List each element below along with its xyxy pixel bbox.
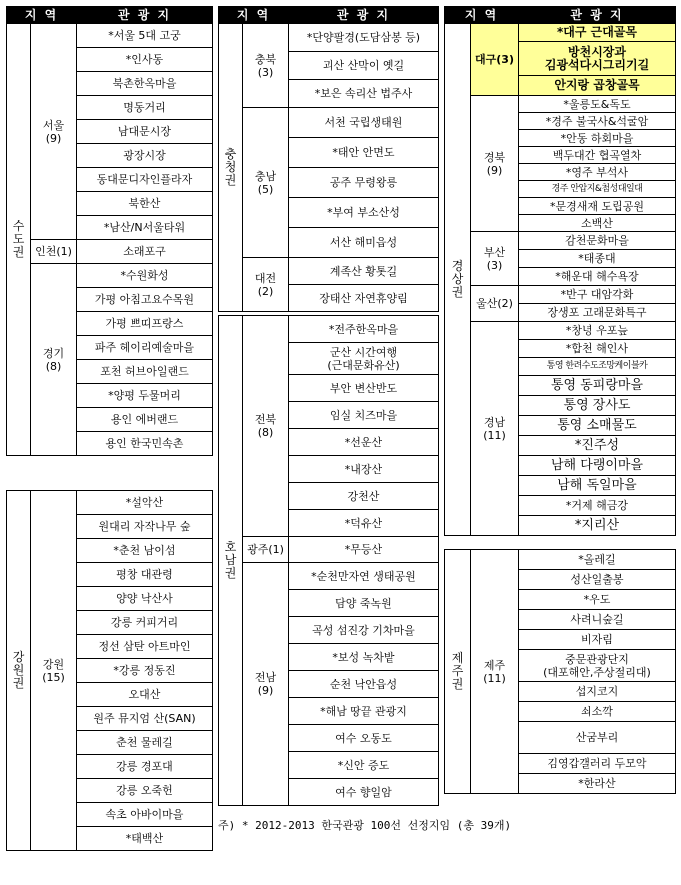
site: *거제 해금강 <box>519 496 676 516</box>
site: 통영 한려수도조망케이블카 <box>519 358 676 376</box>
subregion-gyeonggi: 경기 (8) <box>31 264 77 456</box>
site: 서천 국립생태원 <box>289 108 439 138</box>
subregion-gyeongnam: 경남 (11) <box>471 322 519 536</box>
subregion-gangwon: 강원 (15) <box>31 491 77 851</box>
site: *합천 해인사 <box>519 340 676 358</box>
site: 강릉 경포대 <box>77 755 213 779</box>
header-region: 지 역 <box>219 7 289 24</box>
site: *태종대 <box>519 250 676 268</box>
subregion-seoul: 서울 (9) <box>31 24 77 240</box>
site: *영주 부석사 <box>519 164 676 181</box>
site: 남해 다랭이마을 <box>519 456 676 476</box>
table-honam <box>218 315 439 806</box>
site: 김영갑갤러리 두모악 <box>519 754 676 774</box>
site: 양양 낙산사 <box>77 587 213 611</box>
site: *태안 안면도 <box>289 138 439 168</box>
table-jeju <box>444 549 676 794</box>
table-gangwon <box>6 490 213 851</box>
subregion-chungnam: 충남 (5) <box>243 108 289 258</box>
site: *보은 속리산 법주사 <box>289 80 439 108</box>
site: 군산 시간여행 (근대문화유산) <box>289 343 439 375</box>
site: *지리산 <box>519 516 676 536</box>
site: *한라산 <box>519 774 676 794</box>
header-region: 지 역 <box>445 7 519 24</box>
header-sites: 관 광 지 <box>77 7 213 24</box>
site: 속초 아바이마을 <box>77 803 213 827</box>
site: 정선 삼탄 아트마인 <box>77 635 213 659</box>
site: *전주한옥마을 <box>289 316 439 343</box>
subregion-jeju: 제주 (11) <box>471 550 519 794</box>
region-jeju: 제 주 권 <box>445 550 471 794</box>
site: 장태산 자연휴양림 <box>289 285 439 312</box>
site: *양평 두물머리 <box>77 384 213 408</box>
site: 순천 낙안읍성 <box>289 671 439 698</box>
site: 강천산 <box>289 483 439 510</box>
site: 비자림 <box>519 630 676 650</box>
site: *선운산 <box>289 429 439 456</box>
site: *반구 대암각화 <box>519 286 676 304</box>
site: *해남 땅끝 관광지 <box>289 698 439 725</box>
subregion-gyeongbuk: 경북 (9) <box>471 96 519 232</box>
site: *수원화성 <box>77 264 213 288</box>
site: 남해 독일마을 <box>519 476 676 496</box>
site: 안지랑 곱창골목 <box>519 76 676 96</box>
subregion-jeonbuk: 전북 (8) <box>243 316 289 537</box>
region-chungcheong: 충 청 권 <box>219 24 243 312</box>
region-honam: 호 남 권 <box>219 316 243 806</box>
subregion-daegu: 대구(3) <box>471 24 519 96</box>
site: *문경새재 도립공원 <box>519 198 676 215</box>
site: 북한산 <box>77 192 213 216</box>
site: 계족산 황톳길 <box>289 258 439 285</box>
site: *우도 <box>519 590 676 610</box>
site: 파주 헤이리예술마을 <box>77 336 213 360</box>
site: 성산일출봉 <box>519 570 676 590</box>
site: *내장산 <box>289 456 439 483</box>
site: *강릉 정동진 <box>77 659 213 683</box>
subregion-busan: 부산 (3) <box>471 232 519 286</box>
site: 원대리 자작나무 숲 <box>77 515 213 539</box>
region-gyeongsang: 경 상 권 <box>445 24 471 536</box>
header-region: 지 역 <box>7 7 77 24</box>
site: 감천문화마을 <box>519 232 676 250</box>
subregion-daejeon: 대전 (2) <box>243 258 289 312</box>
site: 방천시장과 김광석다시그리기길 <box>519 42 676 76</box>
site: 백두대간 협곡열차 <box>519 147 676 164</box>
site: *울릉도&독도 <box>519 96 676 113</box>
subregion-incheon: 인천(1) <box>31 240 77 264</box>
site: 통영 동피랑마을 <box>519 376 676 396</box>
header-sites: 관 광 지 <box>519 7 676 24</box>
site: 경주 안압지&첨성대일대 <box>519 181 676 198</box>
site: *대구 근대골목 <box>519 24 676 42</box>
site: *단양팔경(도담삼봉 등) <box>289 24 439 52</box>
site: *보성 녹차밭 <box>289 644 439 671</box>
footnote: 주) * 2012-2013 한국관광 100선 선정지임 (총 39개) <box>218 819 512 832</box>
site: 임실 치즈마을 <box>289 402 439 429</box>
site: 여수 향일암 <box>289 779 439 806</box>
site: 쇠소깍 <box>519 702 676 722</box>
site: 사려니숲길 <box>519 610 676 630</box>
site: 중문관광단지 (대포해안,주상절리대) <box>519 650 676 682</box>
site: *무등산 <box>289 537 439 563</box>
table-middle <box>218 6 439 312</box>
site: 공주 무령왕릉 <box>289 168 439 198</box>
site: *인사동 <box>77 48 213 72</box>
site: 남대문시장 <box>77 120 213 144</box>
subregion-ulsan: 울산(2) <box>471 286 519 322</box>
subregion-jeonnam: 전남 (9) <box>243 563 289 806</box>
site: 평창 대관령 <box>77 563 213 587</box>
table-right <box>444 6 676 536</box>
site: 여수 오동도 <box>289 725 439 752</box>
site: *안동 하회마을 <box>519 130 676 147</box>
site: *창녕 우포늪 <box>519 322 676 340</box>
site: 가평 쁘띠프랑스 <box>77 312 213 336</box>
site: 소백산 <box>519 215 676 232</box>
site: 용인 에버랜드 <box>77 408 213 432</box>
site: 담양 죽녹원 <box>289 590 439 617</box>
site: *올레길 <box>519 550 676 570</box>
site: *진주성 <box>519 436 676 456</box>
site: *경주 불국사&석굴암 <box>519 113 676 130</box>
site: *해운대 해수욕장 <box>519 268 676 286</box>
site: 동대문디자인플라자 <box>77 168 213 192</box>
region-capital: 수 도 권 <box>7 24 31 456</box>
header-sites: 관 광 지 <box>289 7 439 24</box>
site: 부안 변산반도 <box>289 375 439 402</box>
site: 소래포구 <box>77 240 213 264</box>
table-left <box>6 6 213 456</box>
site: 포천 허브아일랜드 <box>77 360 213 384</box>
site: 통영 장사도 <box>519 396 676 416</box>
site: *태백산 <box>77 827 213 851</box>
site: *부여 부소산성 <box>289 198 439 228</box>
capital-area <box>7 24 213 456</box>
site: 강릉 커피거리 <box>77 611 213 635</box>
subregion-gwangju: 광주(1) <box>243 537 289 563</box>
site: 통영 소매물도 <box>519 416 676 436</box>
site: 산굼부리 <box>519 722 676 754</box>
site: 춘천 물레길 <box>77 731 213 755</box>
site: *설악산 <box>77 491 213 515</box>
site: 가평 아침고요수목원 <box>77 288 213 312</box>
site: 오대산 <box>77 683 213 707</box>
site: 북촌한옥마을 <box>77 72 213 96</box>
site: 용인 한국민속촌 <box>77 432 213 456</box>
site: *남산/N서울타워 <box>77 216 213 240</box>
site: *신안 증도 <box>289 752 439 779</box>
subregion-chungbuk: 충북 (3) <box>243 24 289 108</box>
site: 서산 해미읍성 <box>289 228 439 258</box>
site: 괴산 산막이 옛길 <box>289 52 439 80</box>
site: 명동거리 <box>77 96 213 120</box>
site: 장생포 고래문화특구 <box>519 304 676 322</box>
site: *춘천 남이섬 <box>77 539 213 563</box>
site: *서울 5대 고궁 <box>77 24 213 48</box>
site: 원주 뮤지엄 산(SAN) <box>77 707 213 731</box>
site: 곡성 섬진강 기차마을 <box>289 617 439 644</box>
site: 섭지코지 <box>519 682 676 702</box>
region-gangwon: 강 원 권 <box>7 491 31 851</box>
site: 광장시장 <box>77 144 213 168</box>
site: *덕유산 <box>289 510 439 537</box>
site: *순천만자연 생태공원 <box>289 563 439 590</box>
site: 강릉 오죽헌 <box>77 779 213 803</box>
